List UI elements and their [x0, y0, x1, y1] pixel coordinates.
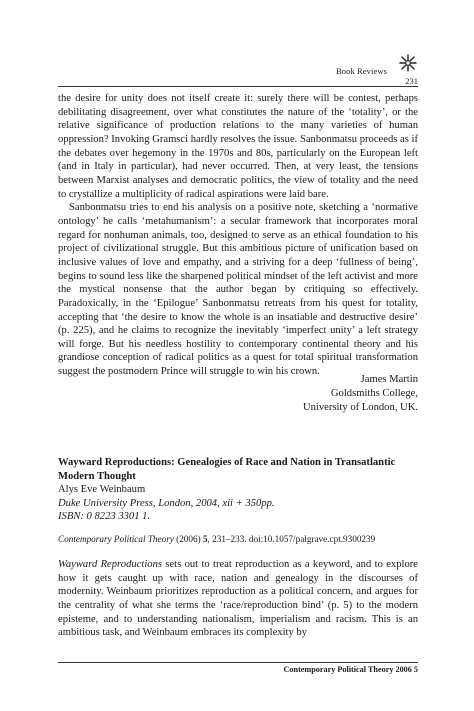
- citation-year: (2006): [176, 534, 201, 544]
- reviewer-signature: [58, 373, 418, 416]
- review-body: [58, 92, 418, 379]
- reviewer-college: Goldsmiths College,: [330, 388, 418, 400]
- book-author: Alys Eve Weinbaum: [58, 484, 146, 496]
- paragraph: the desire for unity does not itself create it: surely there will be contest, perhaps debilitating disagreement, over what constitutes the nature of the ‘totality’, or the relative significance of production relations to the many varieties of human oppression? Invoking Gramsci hardly resolves the issue. Sanbonmatsu proceeds as if the debates over hegemony in the 1970s and 80s, particularly on the European left (and in Italy in particular), had never occurred. Then, at very least, the tensions between Marxist analyses and democratic politics, the view of totality and the need to crystallize a multiplicity of radical aspirations were laid bare.: [58, 93, 418, 200]
- book-title: Wayward Reproductions: Genealogies of Race and Nation in Transatlantic Modern Thought: [58, 457, 396, 482]
- page-footer: Contemporary Political Theory 2006 5: [283, 665, 418, 674]
- publisher-logo-icon: [398, 54, 418, 72]
- paragraph-text: sets out to treat reproduction as a keyword, and to explore how it gets caught up with race, nation and genealogy in the discourses of modernity. Weinbaum prioritizes reproduction as a political concern, and argues for the centrality of what she terms the ‘race/reproduction bind’ (p. 5) to the modern episteme, and to understanding nationalism, imperialism and racism. This is an ambitious task, and Weinbaum embraces its complexity by: [58, 559, 418, 639]
- paragraph: [58, 558, 418, 640]
- reviewer-name: James Martin: [360, 374, 418, 385]
- section-title: Book Reviews: [335, 66, 387, 76]
- running-head: [58, 66, 418, 86]
- book-entry: [58, 456, 418, 524]
- citation-volume: 5: [202, 534, 208, 544]
- citation-journal: Contemporary Political Theory: [58, 534, 174, 544]
- review-body-2: [58, 558, 418, 640]
- book-isbn: ISBN: 0 8223 3301 1.: [58, 511, 151, 523]
- book-publisher: Duke University Press, London, 2004, xii + 350pp.: [58, 497, 275, 509]
- header-rule: [58, 86, 418, 87]
- reviewer-university: University of London, UK.: [302, 402, 418, 414]
- lead-book-title: Wayward Reproductions: [58, 559, 162, 570]
- page-number: 231: [405, 76, 418, 86]
- footer-rule: [58, 662, 418, 663]
- citation-line: [58, 533, 418, 545]
- citation-details: , 231–233. doi:10.1057/palgrave.cpt.9300239: [207, 534, 376, 544]
- paragraph: Sanbonmatsu tries to end his analysis on a positive note, sketching a ‘normative ontology’ he calls ‘metahumanism’: a secular framework that incorporates moral regard for nonhuman animals, too, designed to serve as an ethical foundation to his project of civilizational struggle. But this ambitious picture of unification based on inclusive values of love and empathy, and a striving for a deep ‘fullness of being’, begins to sound less like the sharpened political mindset of the left activist and more the mystical nonsense that the author began by critiquing so effectively. Paradoxically, in the ‘Epilogue’ Sanbonmatsu retreats from his quest for totality, accepting that ‘the desire to know the whole is an insatiable and destructive desire’ (p. 225), and he claims to recognize the inevitably ‘imperfect unity’ a left strategy will forge. But his needless hostility to contemporary continental theory and his grandiose conception of radical politics as a quest for total spiritual transformation suggest the postmodern Prince will struggle to win his crown.: [58, 202, 418, 378]
